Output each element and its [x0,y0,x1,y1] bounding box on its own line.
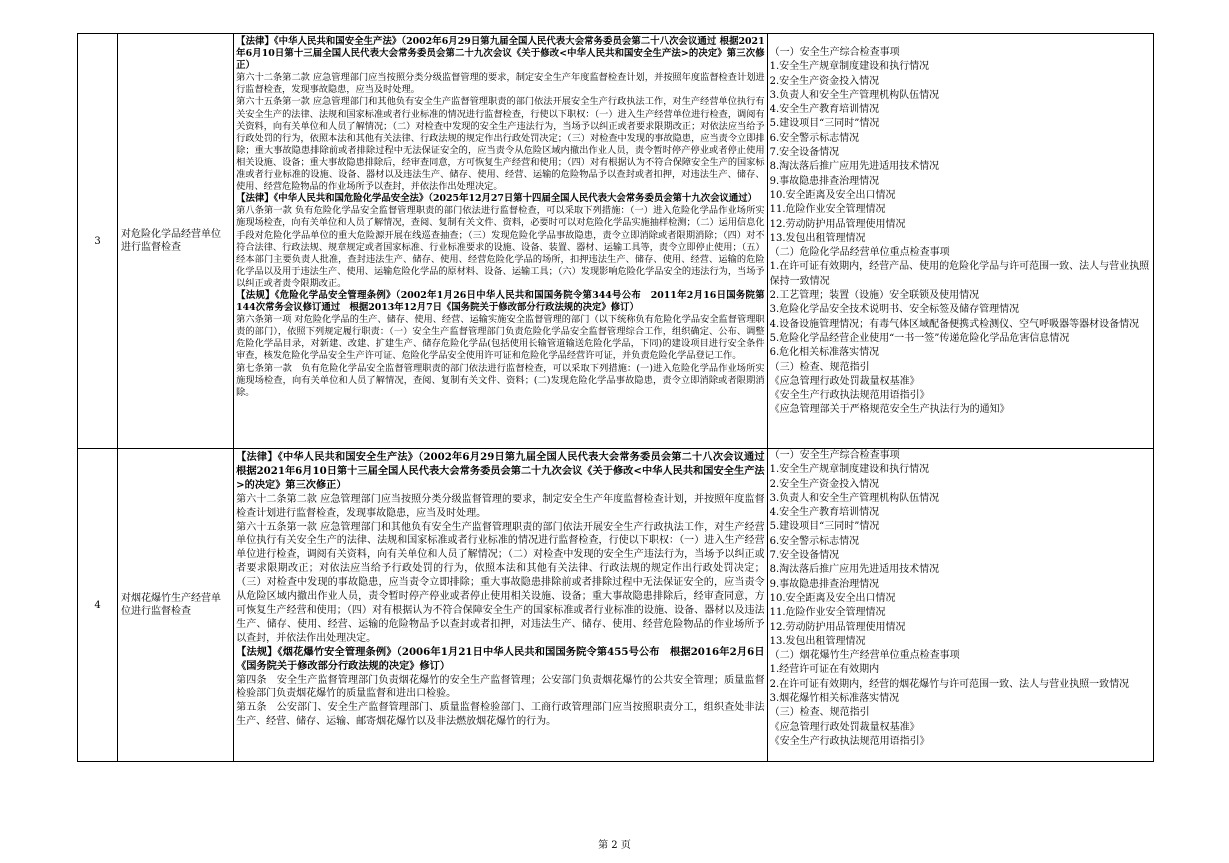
page-number: 第 2 页 [598,840,631,851]
check-item: 《安全生产行政执法规范用语指引》 [769,735,930,747]
legal-basis-cell [234,34,767,449]
check-item: 7.安全设备情况 [769,147,840,159]
check-item: 1.安全生产规章制度建设和执行情况 [769,464,930,476]
check-item: 8.淘汰落后推广应用先进适用技术情况 [769,564,940,576]
check-item: 5.危险化学品经营企业使用“一书一签”传递危险化学品危害信息情况 [769,332,1070,344]
check-item: 《应急管理行政处罚裁量权基准》 [769,375,920,387]
law-article: 第八条第一款 负有危险化学品安全监督管理职责的部门依法进行监督检查，可以采取下列措施：（一）进入危险化学品作业场所实施现场检查，向有关单位和人员了解情况，查阅、复制有关文件、资料，必要时可以对危险化学品实施抽样检测；（二）运用信息化手段对危险化学品单位的重大危险源开展在线巡查抽查；（三）发现危险化学品事故隐患，责令立即消除或者限期消除；（四）对不符合法律、行政法规、规章规定或者国家标准、行业标准要求的设施、设备、装置、器材、运输工具等，责令立即停止使用；（五）经本部门主要负责人批准，查封违法生产、储存、使用、经营危险化学品的场所，扣押违法生产、储存、使用、经营、运输的危险化学品以及用于违法生产、使用、运输危险化学品的原材料、设备、运输工具；（六）发现影响危险化学品安全的违法行为，当场予以纠正或者责令限期改正。 [236,205,765,289]
check-item: 4.安全生产教育培训情况 [769,104,880,116]
check-items-cell [767,449,1153,762]
check-items-cell [767,34,1153,449]
check-item: （三）检查、规范指引 [769,361,870,373]
check-item: （二）危险化学品经营单位重点检查事项 [769,247,950,259]
item-name: 对烟花爆竹生产经营单位进行监督检查 [121,593,222,617]
check-item: 3.负责人和安全生产管理机构队伍情况 [769,492,940,504]
legal-basis-content [234,34,766,399]
legal-basis-content [234,449,766,729]
law-article: 第五条 公安部门、安全生产监督管理部门、质量监督检验部门、工商行政管理部门应当按照职责分工，组织查处非法生产、经营、储存、运输、邮寄烟花爆竹以及非法燃放烟花爆竹的行为。 [236,702,765,728]
law-title: 【法律】《中华人民共和国安全生产法》（2002年6月29日第九届全国人民代表大会常务委员会第二十八次会议通过 根据2021年6月10日第十三届全国人民代表大会常务委员会第二十九次会议《关于修改<中华人民共和国安全生产法>的决定》第三次修正） [236,36,765,72]
check-item: 13.发包出租管理情况 [769,635,866,647]
check-item: 8.淘汰落后推广应用先进适用技术情况 [769,161,940,173]
check-item: 3.烟花爆竹相关标准落实情况 [769,693,900,705]
law-article: 第六十五条第一款 应急管理部门和其他负有安全生产监督管理职责的部门依法开展安全生产行政执法工作，对生产经营单位执行有关安全生产的法律、法规和国家标准或者行业标准的情况进行监督检查，行使以下职权：（一）进入生产经营单位进行检查，调阅有关资料，向有关单位和人员了解情况；（二）对检查中发现的安全生产违法行为，当场予以纠正或者要求限期改正；对依法应当给予行政处罚的行为，依照本法和其他有关法律、行政法规的规定作出行政处罚决定；（三）对检查中发现的事故隐患，应当责令立即排除；重大事故隐患排除前或者排除过程中无法保证安全的，应当责令从危险区域内撤出作业人员，责令暂时停产停业或者停止使用相关设施、设备；重大事故隐患排除后，经审查同意，方可恢复生产经营和使用；（四）对有根据认为不符合保障安全生产的国家标准或者行业标准的设施、设备、器材以及违法生产、储存、使用、经营、运输的危险物品予以查封或者扣押，对违法生产、储存、使用、经营危险物品的作业场所予以查封，并依法作出处理决定。 [236,521,765,644]
law-title: 【法律】《中华人民共和国安全生产法》（2002年6月29日第九届全国人民代表大会常务委员会第二十八次会议通过 根据2021年6月10日第十三届全国人民代表大会常务委员会第二十九次会议《关于修改<中华人民共和国安全生产法>的决定》第三次修正） [236,451,765,491]
law-title: 【法律】《中华人民共和国危险化学品安全法》（2025年12月27日第十四届全国人民代表大会常务委员会第十九次会议通过） [236,193,758,205]
check-item: 5.建设项目“三同时”情况 [769,521,880,533]
law-article: 第六条第一项 对危险化学品的生产、储存、使用、经营、运输实施安全监督管理的部门（以下统称负有危险化学品安全监督管理职责的部门），依照下列规定履行职责：（一）安全生产监督管理部门负责危险化学品安全监督管理综合工作，组织确定、公布、调整危险化学品目录，对新建、改建、扩建生产、储存危险化学品(包括使用长输管道输送危险化学品，下同)的建设项目进行安全条件审查，核发危险化学品安全生产许可证、危险化学品安全使用许可证和危险化学品经营许可证，并负责危险化学品登记工作。 [236,314,765,362]
check-item: （三）检查、规范指引 [769,707,870,719]
check-item: 10.安全距离及安全出口情况 [769,189,896,201]
check-item: 6.安全警示标志情况 [769,132,860,144]
law-article: 第六十二条第二款 应急管理部门应当按照分类分级监督管理的要求，制定安全生产年度监督检查计划，并按照年度监督检查计划进行监督检查，发现事故隐患，应当及时处理。 [236,72,765,96]
check-item: 9.事故隐患排查治理情况 [769,578,880,590]
row-number-cell [78,34,118,449]
check-item: 1.安全生产规章制度建设和执行情况 [769,61,930,73]
law-article: 第六十五条第一款 应急管理部门和其他负有安全生产监督管理职责的部门依法开展安全生产行政执法工作，对生产经营单位执行有关安全生产的法律、法规和国家标准或者行业标准的情况进行监督检查，行使以下职权：（一）进入生产经营单位进行检查，调阅有关资料，向有关单位和人员了解情况；（二）对检查中发现的安全生产违法行为，当场予以纠正或者要求限期改正；对依法应当给予行政处罚的行为，依照本法和其他有关法律、行政法规的规定作出行政处罚决定；（三）对检查中发现的事故隐患，应当责令立即排除；重大事故隐患排除前或者排除过程中无法保证安全的，应当责令从危险区域内撤出作业人员，责令暂时停产停业或者停止使用相关设施、设备；重大事故隐患排除后，经审查同意，方可恢复生产经营和使用；（四）对有根据认为不符合保障安全生产的国家标准或者行业标准的设施、设备、器材以及违法生产、储存、使用、经营、运输的危险物品予以查封或者扣押，对违法生产、储存、使用、经营危险物品的作业场所予以查封，并依法作出处理决定。 [236,96,765,193]
check-item: 12.劳动防护用品管理使用情况 [769,218,906,230]
check-item: 2.工艺管理；装置（设施）安全联锁及使用情况 [769,290,980,302]
check-item: 11.危险作业安全管理情况 [769,607,886,619]
check-item: 2.在许可证有效期内，经营的烟花爆竹与许可范围一致、法人与营业执照一致情况 [769,678,1130,690]
check-item: 5.建设项目“三同时”情况 [769,118,880,130]
check-item: 2.安全生产资金投入情况 [769,478,880,490]
check-items-list [768,34,1153,418]
check-item: 《应急管理行政处罚裁量权基准》 [769,721,920,733]
check-item: 《应急管理部关于严格规范安全生产执法行为的通知》 [769,404,1010,416]
legal-basis-cell [234,449,767,762]
check-item: 1.在许可证有效期内，经营产品、使用的危险化学品与许可范围一致、法人与营业执照保持一致情况 [769,261,1150,287]
item-name-cell [118,449,234,762]
check-item: 6.危化相关标准落实情况 [769,347,880,359]
check-item: 6.安全警示标志情况 [769,535,860,547]
check-item: （一）安全生产综合检查事项 [769,47,900,58]
table-row [78,449,1154,762]
check-item: 12.劳动防护用品管理使用情况 [769,621,906,633]
check-item: 9.事故隐患排查治理情况 [769,175,880,187]
check-item: 11.危险作业安全管理情况 [769,204,886,216]
law-title: 【法规】《危险化学品安全管理条例》（2002年1月26日中华人民共和国国务院令第344号公布 2011年2月16日国务院第144次常务会议修订通过 根据2013年12月7日《国务院关于修改部分行政法规的决定》修订） [236,289,765,314]
item-name-cell [118,34,234,449]
law-article: 第六十二条第二款 应急管理部门应当按照分类分级监督管理的要求，制定安全生产年度监督检查计划，并按照年度监督检查计划进行监督检查，发现事故隐患，应当及时处理。 [236,493,765,519]
check-item: 3.负责人和安全生产管理机构队伍情况 [769,89,940,101]
check-item: （一）安全生产综合检查事项 [769,450,900,461]
check-item: 2.安全生产资金投入情况 [769,75,880,87]
check-item: 《安全生产行政执法规范用语指引》 [769,390,930,402]
row-number: 3 [94,235,101,247]
law-title: 【法规】《烟花爆竹安全管理条例》（2006年1月21日中华人民共和国国务院令第455号公布 根据2016年2月6日《国务院关于修改部分行政法规的决定》修订） [236,645,765,672]
enforcement-table [77,33,1154,762]
check-item: 10.安全距离及安全出口情况 [769,592,896,604]
check-item: 1.经营许可证在有效期内 [769,664,880,676]
check-items-list [768,449,1153,749]
row-number: 4 [94,599,101,611]
check-item: 3.危险化学品安全技术说明书、安全标签及储存管理情况 [769,304,1020,316]
table-row [78,34,1154,449]
item-name: 对危险化学品经营单位进行监督检查 [121,229,222,253]
law-article: 第七条第一款 负有危险化学品安全监督管理职责的部门依法进行监督检查，可以采取下列措施：(一)进入危险化学品作业场所实施现场检查，向有关单位和人员了解情况，查阅、复制有关文件、资料；(二)发现危险化学品事故隐患，责令立即消除或者限期消除。 [236,362,765,398]
check-item: 4.安全生产教育培训情况 [769,507,880,519]
check-item: （二）烟花爆竹生产经营单位重点检查事项 [769,650,960,662]
check-item: 7.安全设备情况 [769,550,840,562]
row-number-cell [78,449,118,762]
law-article: 第四条 安全生产监督管理部门负责烟花爆竹的安全生产监督管理；公安部门负责烟花爆竹的公共安全管理；质量监督检验部门负责烟花爆竹的质量监督和进出口检验。 [236,674,765,700]
check-item: 4.设备设施管理情况；有毒气体区域配备便携式检测仪、空气呼吸器等器材设备情况 [769,318,1140,330]
check-item: 13.发包出租管理情况 [769,232,866,244]
